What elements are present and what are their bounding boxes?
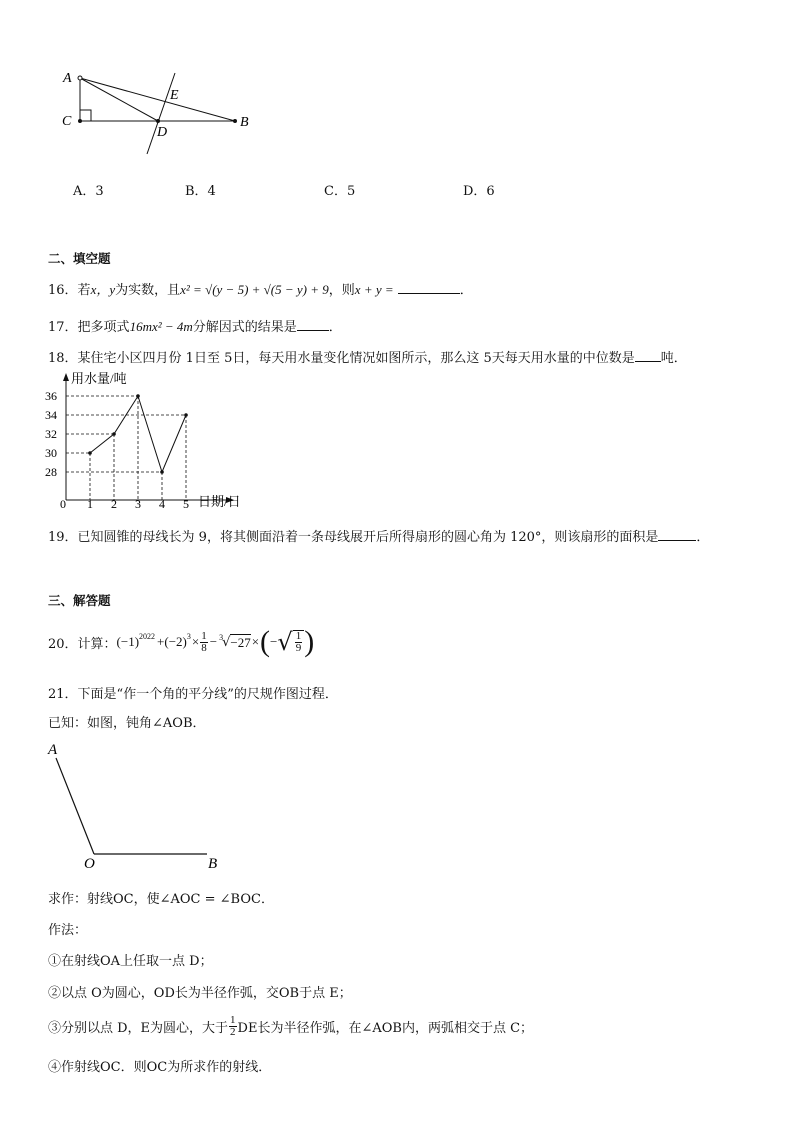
q17-post: 分解因式的结果是 (192, 320, 297, 335)
y-axis-label: 用水量/吨 (71, 371, 127, 386)
y-tick-label: 32 (45, 427, 57, 441)
step3-part1: ③分别以点 D，E为圆心，大于 (48, 1020, 229, 1036)
q20-times2: × (251, 634, 260, 649)
option-c: C．5 (324, 184, 356, 199)
question-21-step3 (48, 1010, 533, 1042)
question-20 (48, 622, 314, 662)
water-usage-chart (42, 368, 257, 513)
q19-text: 19．已知圆锥的母线长为 9，将其侧面沿着一条母线展开后所得扇形的圆心角为 120°，则该扇形的面积是 (48, 530, 659, 545)
q20-lparen: ( (260, 625, 271, 658)
q20-num: 20．计算： (48, 636, 117, 652)
cube-root-sign: √ (222, 634, 231, 650)
data-point (160, 470, 164, 474)
x-axis-label: 日期/日 (198, 494, 241, 509)
label-A: A (63, 71, 72, 86)
y-tick-label: 30 (45, 446, 57, 460)
angle-aob-figure (42, 738, 232, 873)
q16-then: ，则 (328, 283, 355, 298)
question-21-step4: ④作射线OC．则OC为所求作的射线． (48, 1060, 272, 1075)
step3-fraction-half: $\frac{1}{2}$ (230, 1013, 236, 1038)
q16-num: 16． (48, 283, 78, 298)
data-point (184, 413, 188, 417)
q20-term2: +(−2) (157, 634, 187, 649)
question-16 (48, 279, 473, 298)
q16-pre: 若 (77, 283, 91, 298)
label-E: E (170, 88, 179, 103)
q19-answer-blank[interactable] (658, 528, 696, 541)
q20-rparen: ) (304, 625, 315, 658)
y-tick-label: 36 (45, 389, 57, 403)
question-21-ask: 求作：射线OC，使∠AOC = ∠BOC． (48, 892, 274, 907)
label-C: C (62, 114, 72, 129)
q17-expr: 16mx² − 4m (129, 319, 193, 334)
q20-root-index: 3 (219, 632, 224, 642)
q17-pre: 把多项式 (77, 320, 130, 335)
question-17 (48, 316, 342, 335)
x-tick-label: 4 (159, 497, 165, 511)
q16-ask: x + y = (354, 282, 394, 297)
q20-term1: (−1) (116, 634, 140, 649)
q20-fraction-1-8: $\frac{1}{8}$ (201, 629, 207, 654)
q16-end: ． (459, 283, 473, 298)
question-18 (48, 347, 687, 366)
x-tick-label: 3 (135, 497, 141, 511)
option-d: D．6 (463, 184, 495, 199)
q19-end: ． (696, 530, 710, 545)
q18-answer-blank[interactable] (635, 349, 661, 362)
x-tick-label: 2 (111, 497, 117, 511)
question-21-step1: ①在射线OA上任取一点 D； (48, 954, 213, 969)
triangle-figure (55, 65, 265, 160)
q20-neg: − (270, 634, 278, 649)
x-tick-label: 5 (183, 497, 189, 511)
q20-radicand: −27 (230, 634, 251, 650)
x-tick-label: 1 (87, 497, 93, 511)
angle-label-O: O (84, 856, 95, 872)
section-solution-title: 三、解答题 (48, 593, 111, 608)
square-root-sign: √ (277, 628, 293, 656)
option-b: B．4 (185, 184, 216, 199)
question-21-step2: ②以点 O为圆心，OD长为半径作弧，交OB于点 E； (48, 986, 352, 1001)
question-21-given: 已知：如图，钝角∠AOB． (48, 716, 206, 731)
label-B: B (240, 115, 249, 130)
q20-times1: × (191, 634, 200, 649)
q20-exp2: 3 (186, 631, 191, 641)
data-point (88, 451, 92, 455)
x-tick-label: 0 (60, 497, 66, 511)
question-21-method: 作法： (48, 923, 88, 938)
q18-end: 吨． (660, 351, 687, 366)
q20-minus: − (209, 634, 218, 649)
option-a: A．3 (73, 184, 104, 199)
question-19 (48, 526, 709, 545)
data-point (136, 394, 140, 398)
y-tick-label: 28 (45, 465, 57, 479)
q17-end: ． (328, 320, 342, 335)
label-D: D (157, 125, 168, 140)
q16-mid: 为实数，且 (115, 283, 181, 298)
q20-exp1: 2022 (139, 631, 156, 641)
data-point (112, 432, 116, 436)
y-tick-label: 34 (45, 408, 57, 422)
q16-answer-blank[interactable] (398, 281, 460, 294)
angle-label-A: A (48, 742, 58, 758)
q18-text: 18．某住宅小区四月份 1日至 5日，每天用水量变化情况如图所示，那么这 5天每天用水量的中位数是 (48, 351, 635, 366)
q17-answer-blank[interactable] (297, 318, 329, 331)
angle-label-B: B (208, 856, 218, 872)
y-axis-arrow (63, 373, 69, 381)
section-fill-in-title: 二、填空题 (48, 251, 111, 266)
q20-fraction-1-9: $\frac{1}{9}$ (293, 630, 305, 654)
question-21-intro: 21．下面是“作一个角的平分线”的尺规作图过程． (48, 687, 338, 702)
q16-equation: x² = √(y − 5) + √(5 − y) + 9 (180, 282, 329, 297)
q17-num: 17． (48, 320, 78, 335)
step3-part2: DE长为半径作弧，在∠AOB内，两弧相交于点 C； (237, 1020, 534, 1036)
q16-vars: x，y (90, 282, 116, 297)
